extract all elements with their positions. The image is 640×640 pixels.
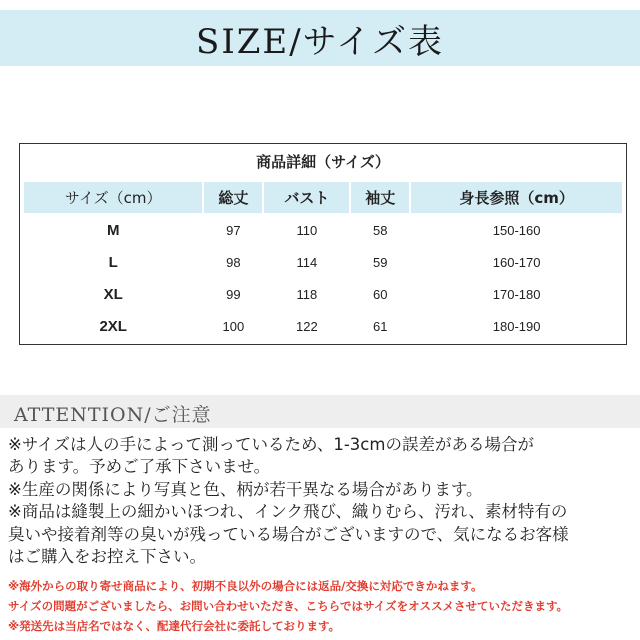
size-table — [22, 180, 624, 343]
cell-size: 2XL — [24, 311, 202, 341]
header-size: サイズ（cm） — [24, 182, 202, 213]
cell-bust: 110 — [264, 215, 349, 245]
warning-line: ※海外からの取り寄せ商品により、初期不良以外の場合には返品/交換に対応できかねます。 — [8, 579, 483, 593]
note-line: 臭いや接着剤等の臭いが残っている場合がございますので、気になるお客様 — [8, 524, 569, 544]
cell-size: M — [24, 215, 202, 245]
cell-bust: 118 — [264, 279, 349, 309]
cell-bust: 122 — [264, 311, 349, 341]
cell-height: 170-180 — [411, 279, 622, 309]
size-banner — [0, 0, 640, 66]
table-header-row — [24, 182, 622, 213]
table-row — [24, 279, 622, 309]
note-line: ※サイズは人の手によって測っているため、1-3cmの誤差がある場合が — [8, 435, 534, 454]
cell-length: 99 — [204, 279, 262, 309]
warning-line: サイズの問題がございましたら、お問い合わせいただき、こちらではサイズをオススメさせていただきます。 — [8, 599, 569, 613]
warning-notes — [8, 576, 636, 636]
note-line: はご購入をお控え下さい。 — [8, 547, 206, 567]
attention-notes — [8, 434, 636, 568]
header-sleeve: 袖丈 — [351, 182, 409, 213]
header-length: 総丈 — [204, 182, 262, 213]
banner-title: SIZE/サイズ表 — [196, 22, 444, 62]
cell-length: 98 — [204, 247, 262, 277]
table-title: 商品詳細（サイズ） — [256, 153, 390, 171]
attention-title: ATTENTION/ご注意 — [14, 404, 212, 426]
cell-height: 180-190 — [411, 311, 622, 341]
header-bust: バスト — [264, 182, 349, 213]
cell-length: 97 — [204, 215, 262, 245]
size-table-container — [19, 143, 627, 345]
header-height: 身長参照（cm） — [411, 182, 622, 213]
note-line: ※生産の関係により写真と色、柄が若干異なる場合があります。 — [8, 479, 483, 499]
table-row — [24, 311, 622, 341]
table-row — [24, 247, 622, 277]
warning-line: ※発送先は当店名ではなく、配達代行会社に委託しております。 — [8, 619, 341, 633]
cell-height: 160-170 — [411, 247, 622, 277]
cell-sleeve: 60 — [351, 279, 409, 309]
cell-height: 150-160 — [411, 215, 622, 245]
table-row — [24, 215, 622, 245]
cell-size: XL — [24, 279, 202, 309]
note-line: ※商品は縫製上の細かいほつれ、インク飛び、織りむら、汚れ、素材特有の — [8, 502, 568, 522]
cell-sleeve: 59 — [351, 247, 409, 277]
cell-length: 100 — [204, 311, 262, 341]
cell-sleeve: 61 — [351, 311, 409, 341]
cell-bust: 114 — [264, 247, 349, 277]
note-line: あります。予めご了承下さいませ。 — [8, 457, 271, 477]
cell-sleeve: 58 — [351, 215, 409, 245]
cell-size: L — [24, 247, 202, 277]
